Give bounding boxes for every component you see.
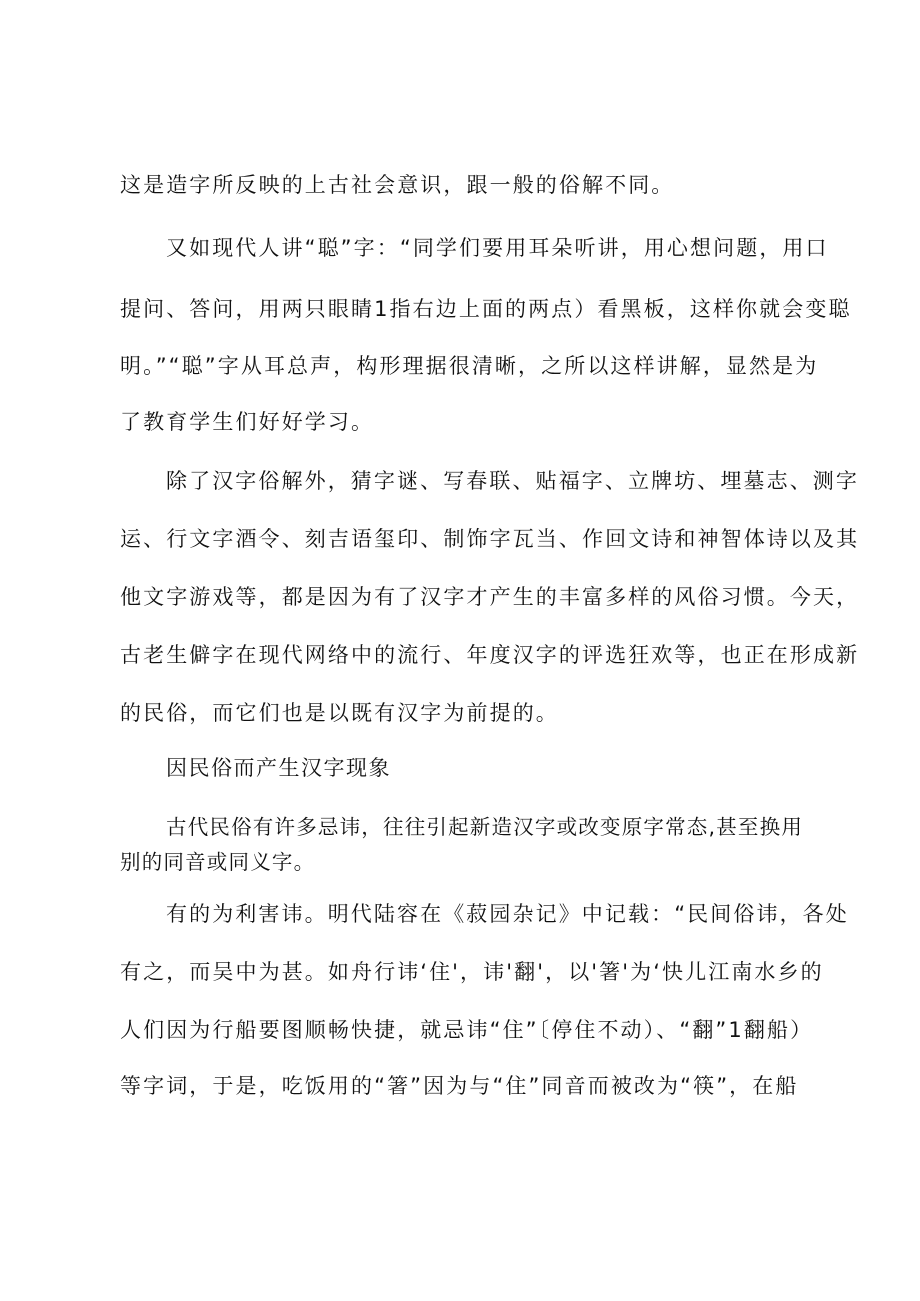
paragraph-2-line-1: 又如现代人讲“聪”字：“同学们要用耳朵听讲，用心想问题，用口 — [166, 236, 829, 260]
section-heading: 因民俗而产生汉字现象 — [166, 756, 391, 780]
paragraph-4-line-2: 别的同音或同义字。 — [120, 850, 316, 874]
paragraph-1-line-1: 这是造字所反映的上古社会意识，跟一般的俗解不同。 — [120, 173, 675, 197]
paragraph-3-line-1: 除了汉字俗解外，猜字谜、写春联、贴福字、立牌坊、埋墓志、测字 — [166, 469, 859, 493]
paragraph-3-line-4: 古老生僻字在现代网络中的流行、年度汉字的评选狂欢等，也正在形成新 — [120, 643, 860, 667]
paragraph-3-line-5: 的民俗，而它们也是以既有汉字为前提的。 — [120, 701, 559, 725]
paragraph-4-line-1: 古代民俗有许多忌讳，往往引起新造汉字或改变原字常态,甚至换用 — [166, 815, 804, 839]
paragraph-5-line-4: 等字词，于是，吃饭用的“箸”因为与“住”同音而被改为“筷”，在船 — [120, 1074, 799, 1098]
paragraph-2-line-4: 了教育学生们好好学习。 — [120, 410, 375, 434]
paragraph-2-line-3: 明。”“聪”字从耳总声，构形理据很清晰，之所以这样讲解，显然是为 — [120, 354, 819, 378]
paragraph-5-line-1: 有的为利害讳。明代陆容在《菽园杂记》中记载：“民间俗讳，各处 — [166, 902, 849, 926]
paragraph-3-line-3: 他文字游戏等，都是因为有了汉字才产生的丰富多样的风俗习惯。今天， — [120, 585, 860, 609]
paragraph-5-line-2: 有之，而吴中为甚。如舟行讳‘住'，讳'翻'，以'箸'为‘快儿江南水乡的 — [120, 960, 824, 984]
paragraph-2-line-2: 提问、答问，用两只眼睛1指右边上面的两点）看黑板，这样你就会变聪 — [120, 297, 852, 321]
paragraph-5-line-3: 人们因为行船要图顺畅快捷，就忌讳“住”〔停住不动）、“翻”1翻船） — [120, 1018, 814, 1042]
paragraph-3-line-2: 运、行文字酒令、刻吉语玺印、制饰字瓦当、作回文诗和神智体诗以及其 — [120, 527, 860, 551]
